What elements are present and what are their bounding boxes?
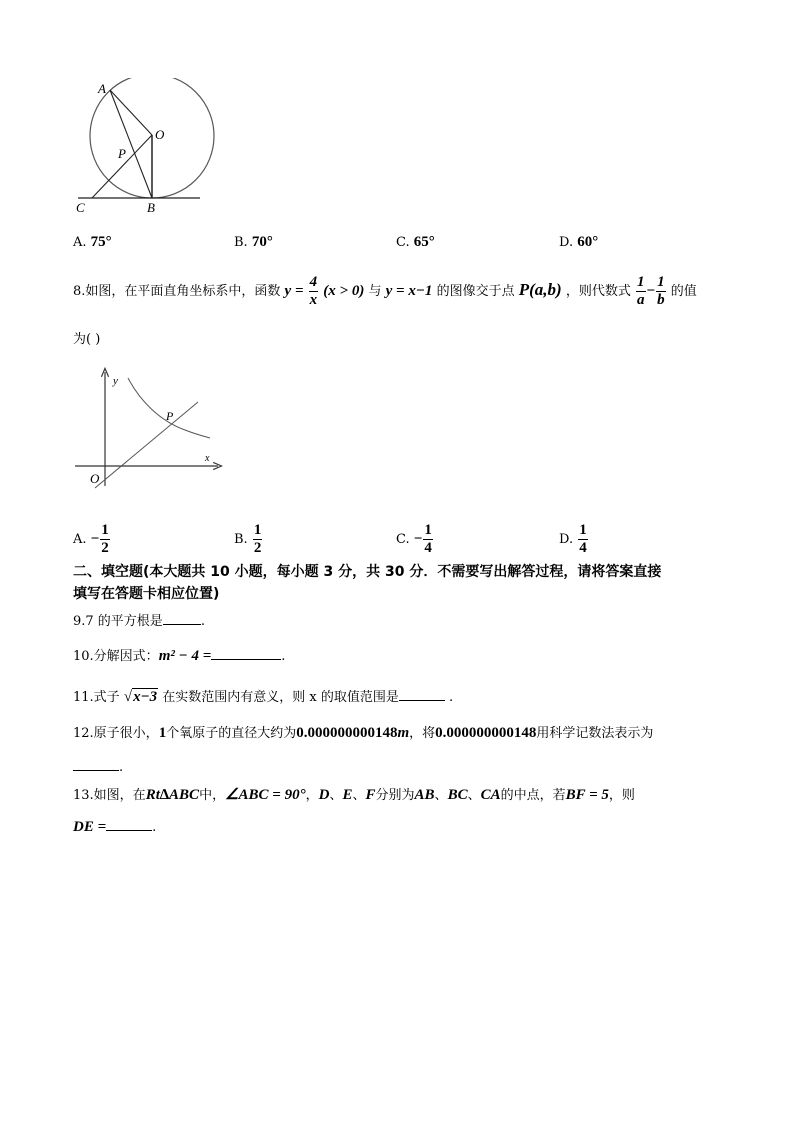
section2-heading-line2: 填写在答题卡相应位置) bbox=[73, 586, 220, 602]
q8-expr-fraction2: $\frac{1}{b}$ bbox=[657, 274, 665, 308]
point-p-label: P bbox=[166, 409, 174, 423]
q13: 13.如图，在Rt∆ABC中，∠ABC = 90°，D、E、F分别为AB、BC、CA的中点，若BF = 5，则 bbox=[73, 787, 635, 803]
label-o: O bbox=[155, 127, 165, 142]
q7-figure bbox=[70, 78, 220, 218]
label-p: P bbox=[118, 146, 126, 161]
section2-heading-line1: 二、填空题(本大题共 10 小题，每小题 3 分，共 30 分．不需要写出解答过程，请将答案直接 bbox=[73, 564, 662, 580]
label-b: B bbox=[147, 200, 155, 215]
segment-ao bbox=[110, 90, 152, 135]
q7-option-a: A. 75° bbox=[73, 234, 112, 250]
q8-option-b: B. $\frac{1}{2}$ bbox=[234, 522, 262, 556]
q7-option-c: C. 65° bbox=[396, 234, 435, 250]
q11-answer-blank[interactable] bbox=[399, 688, 445, 701]
q8-option-c: C. − $\frac{1}{4}$ bbox=[396, 522, 432, 556]
q8-stem: 8.如图，在平面直角坐标系中，函数 y = $\frac{4}{x}$ (x > 0) 与 y = x−1 的图像交于点 P(a,b) ，则代数式 $\frac{1}{a}$ − $\frac{1}{b}$ 的值 bbox=[73, 274, 697, 308]
q9: 9.7 的平方根是 . bbox=[73, 614, 205, 629]
q7-option-b: B. 70° bbox=[234, 234, 273, 250]
q11: 11.式子 √x−3 在实数范围内有意义，则 x 的取值范围是 . bbox=[73, 689, 454, 705]
q12-line2: . bbox=[73, 758, 123, 775]
q8-option-d: D. $\frac{1}{4}$ bbox=[559, 522, 587, 556]
label-c: C bbox=[76, 200, 85, 215]
q8-expr-fraction1: $\frac{1}{a}$ bbox=[637, 274, 645, 308]
axis-label-x: x bbox=[205, 453, 210, 464]
q8-stem-line2: 为( ) bbox=[73, 332, 101, 347]
q13-line2: DE = . bbox=[73, 819, 157, 835]
q8-func1-fraction: $\frac{4}{x}$ bbox=[309, 274, 318, 308]
q9-answer-blank[interactable] bbox=[163, 612, 201, 625]
hyperbola-curve bbox=[128, 378, 210, 438]
origin-label: O bbox=[90, 471, 100, 486]
segment-ab bbox=[110, 90, 152, 198]
q10: 10.分解因式：m² − 4 = . bbox=[73, 648, 286, 664]
segment-co bbox=[92, 135, 152, 198]
axis-label-y: y bbox=[113, 375, 118, 387]
q12: 12.原子很小，1个氧原子的直径大约为0.000000000148m，将0.000000000148用科学记数法表示为 bbox=[73, 725, 654, 741]
line-y-x-1 bbox=[95, 402, 198, 488]
q8-option-a: A. − $\frac{1}{2}$ bbox=[73, 522, 109, 556]
q13-answer-blank[interactable] bbox=[106, 818, 152, 831]
q8-figure bbox=[70, 366, 225, 491]
q12-answer-blank[interactable] bbox=[73, 758, 119, 771]
label-a: A bbox=[98, 81, 106, 96]
q10-answer-blank[interactable] bbox=[211, 647, 281, 660]
q7-option-d: D. 60° bbox=[559, 234, 599, 250]
